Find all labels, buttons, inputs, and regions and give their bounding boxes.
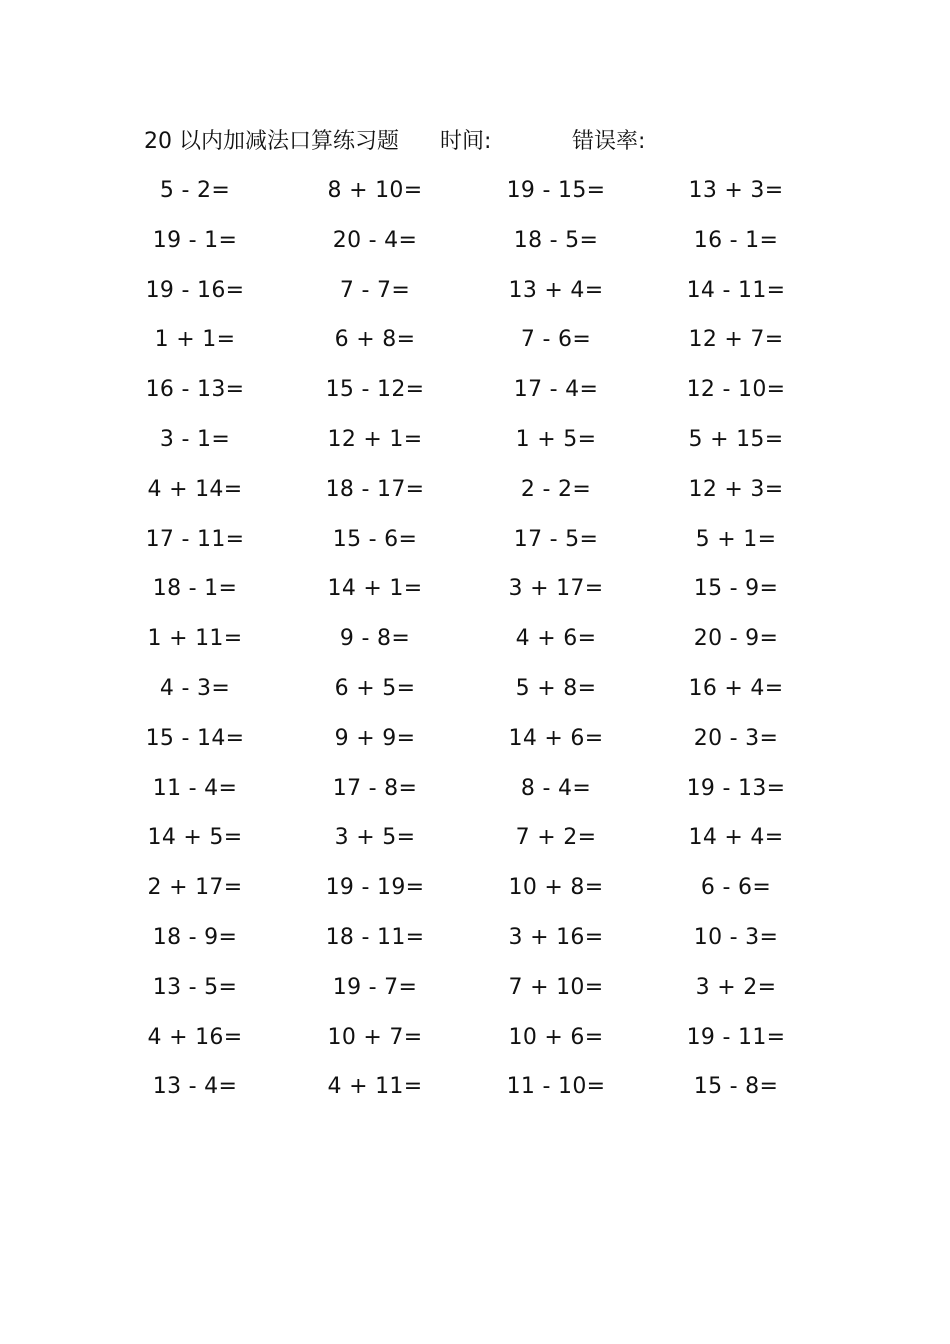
problem-item: 3 + 5=: [334, 825, 416, 851]
problem-row: [144, 870, 804, 920]
problem-item: 15 - 14=: [145, 725, 245, 751]
problem-item: 20 - 4=: [332, 227, 418, 253]
problem-item: 6 + 8=: [334, 327, 416, 353]
problem-item: 7 - 6=: [520, 327, 592, 353]
problem-item: 18 - 1=: [152, 576, 238, 602]
problem-item: 19 - 1=: [152, 227, 238, 253]
problem-item: 20 - 3=: [693, 725, 779, 751]
problem-row: [144, 372, 804, 422]
problem-row: [144, 621, 804, 671]
problem-item: 14 + 1=: [327, 576, 423, 602]
problem-item: 15 - 9=: [693, 576, 779, 602]
problem-item: 3 + 16=: [508, 924, 604, 950]
problem-item: 13 + 4=: [508, 277, 604, 303]
problem-row: [144, 721, 804, 771]
problem-item: 1 + 11=: [147, 626, 243, 652]
problem-grid: [144, 173, 804, 1119]
problem-item: 12 - 10=: [686, 377, 786, 403]
problem-row: [144, 820, 804, 870]
problem-item: 15 - 6=: [332, 526, 418, 552]
error-rate-label: 错误率:: [572, 129, 646, 154]
problem-item: 14 - 11=: [686, 277, 786, 303]
problem-item: 9 - 8=: [339, 626, 411, 652]
problem-row: [144, 422, 804, 472]
problem-item: 3 + 2=: [695, 974, 777, 1000]
problem-item: 10 + 8=: [508, 875, 604, 901]
problem-row: [144, 671, 804, 721]
problem-item: 5 + 15=: [688, 426, 784, 452]
problem-item: 4 - 3=: [159, 675, 231, 701]
worksheet-header: [144, 124, 844, 160]
problem-item: 19 - 7=: [332, 974, 418, 1000]
problem-item: 8 + 10=: [327, 178, 423, 203]
problem-item: 2 - 2=: [520, 476, 592, 502]
problem-item: 17 - 11=: [145, 526, 245, 552]
problem-item: 13 - 4=: [152, 1074, 238, 1100]
problem-row: [144, 920, 804, 970]
problem-item: 16 - 13=: [145, 377, 245, 403]
problem-item: 17 - 8=: [332, 775, 418, 801]
problem-item: 13 + 3=: [688, 178, 784, 203]
problem-row: [144, 771, 804, 821]
problem-item: 19 - 16=: [145, 277, 245, 303]
problem-item: 7 + 10=: [508, 974, 604, 1000]
problem-item: 17 - 4=: [513, 377, 599, 403]
problem-item: 10 - 3=: [693, 924, 779, 950]
problem-item: 18 - 11=: [325, 924, 425, 950]
problem-row: [144, 472, 804, 522]
problem-row: [144, 522, 804, 572]
problem-item: 10 + 6=: [508, 1024, 604, 1050]
problem-item: 15 - 8=: [693, 1074, 779, 1100]
problem-row: [144, 970, 804, 1020]
problem-item: 9 + 9=: [334, 725, 416, 751]
problem-item: 20 - 9=: [693, 626, 779, 652]
problem-row: [144, 322, 804, 372]
problem-item: 18 - 17=: [325, 476, 425, 502]
problem-item: 4 + 16=: [147, 1024, 243, 1050]
problem-item: 16 - 1=: [693, 227, 779, 253]
problem-item: 14 + 6=: [508, 725, 604, 751]
problem-item: 12 + 7=: [688, 327, 784, 353]
time-label: 时间:: [440, 129, 492, 154]
problem-item: 2 + 17=: [147, 875, 243, 901]
problem-row: [144, 1069, 804, 1119]
problem-item: 1 + 1=: [154, 327, 236, 353]
problem-item: 4 + 11=: [327, 1074, 423, 1100]
problem-item: 7 + 2=: [515, 825, 597, 851]
problem-item: 11 - 4=: [152, 775, 238, 801]
problem-row: [144, 571, 804, 621]
problem-row: [144, 223, 804, 273]
problem-item: 6 - 6=: [700, 875, 772, 901]
problem-item: 5 + 1=: [695, 526, 777, 552]
problem-item: 3 + 17=: [508, 576, 604, 602]
problem-item: 15 - 12=: [325, 377, 425, 403]
problem-item: 19 - 11=: [686, 1024, 786, 1050]
problem-item: 5 + 8=: [515, 675, 597, 701]
problem-item: 16 + 4=: [688, 675, 784, 701]
problem-item: 14 + 5=: [147, 825, 243, 851]
problem-item: 19 - 19=: [325, 875, 425, 901]
problem-item: 1 + 5=: [515, 426, 597, 452]
problem-item: 14 + 4=: [688, 825, 784, 851]
problem-row: [144, 273, 804, 323]
problem-item: 13 - 5=: [152, 974, 238, 1000]
problem-item: 19 - 13=: [686, 775, 786, 801]
problem-row: [144, 173, 804, 223]
worksheet-title: 20 以内加减法口算练习题: [144, 129, 399, 154]
problem-item: 19 - 15=: [506, 178, 606, 203]
problem-item: 5 - 2=: [159, 178, 231, 203]
problem-item: 11 - 10=: [506, 1074, 606, 1100]
problem-item: 6 + 5=: [334, 675, 416, 701]
problem-item: 3 - 1=: [159, 426, 231, 452]
problem-item: 10 + 7=: [327, 1024, 423, 1050]
problem-row: [144, 1020, 804, 1070]
problem-item: 17 - 5=: [513, 526, 599, 552]
problem-item: 7 - 7=: [339, 277, 411, 303]
problem-item: 18 - 5=: [513, 227, 599, 253]
problem-item: 18 - 9=: [152, 924, 238, 950]
problem-item: 12 + 1=: [327, 426, 423, 452]
problem-item: 12 + 3=: [688, 476, 784, 502]
problem-item: 8 - 4=: [520, 775, 592, 801]
problem-item: 4 + 6=: [515, 626, 597, 652]
problem-item: 4 + 14=: [147, 476, 243, 502]
